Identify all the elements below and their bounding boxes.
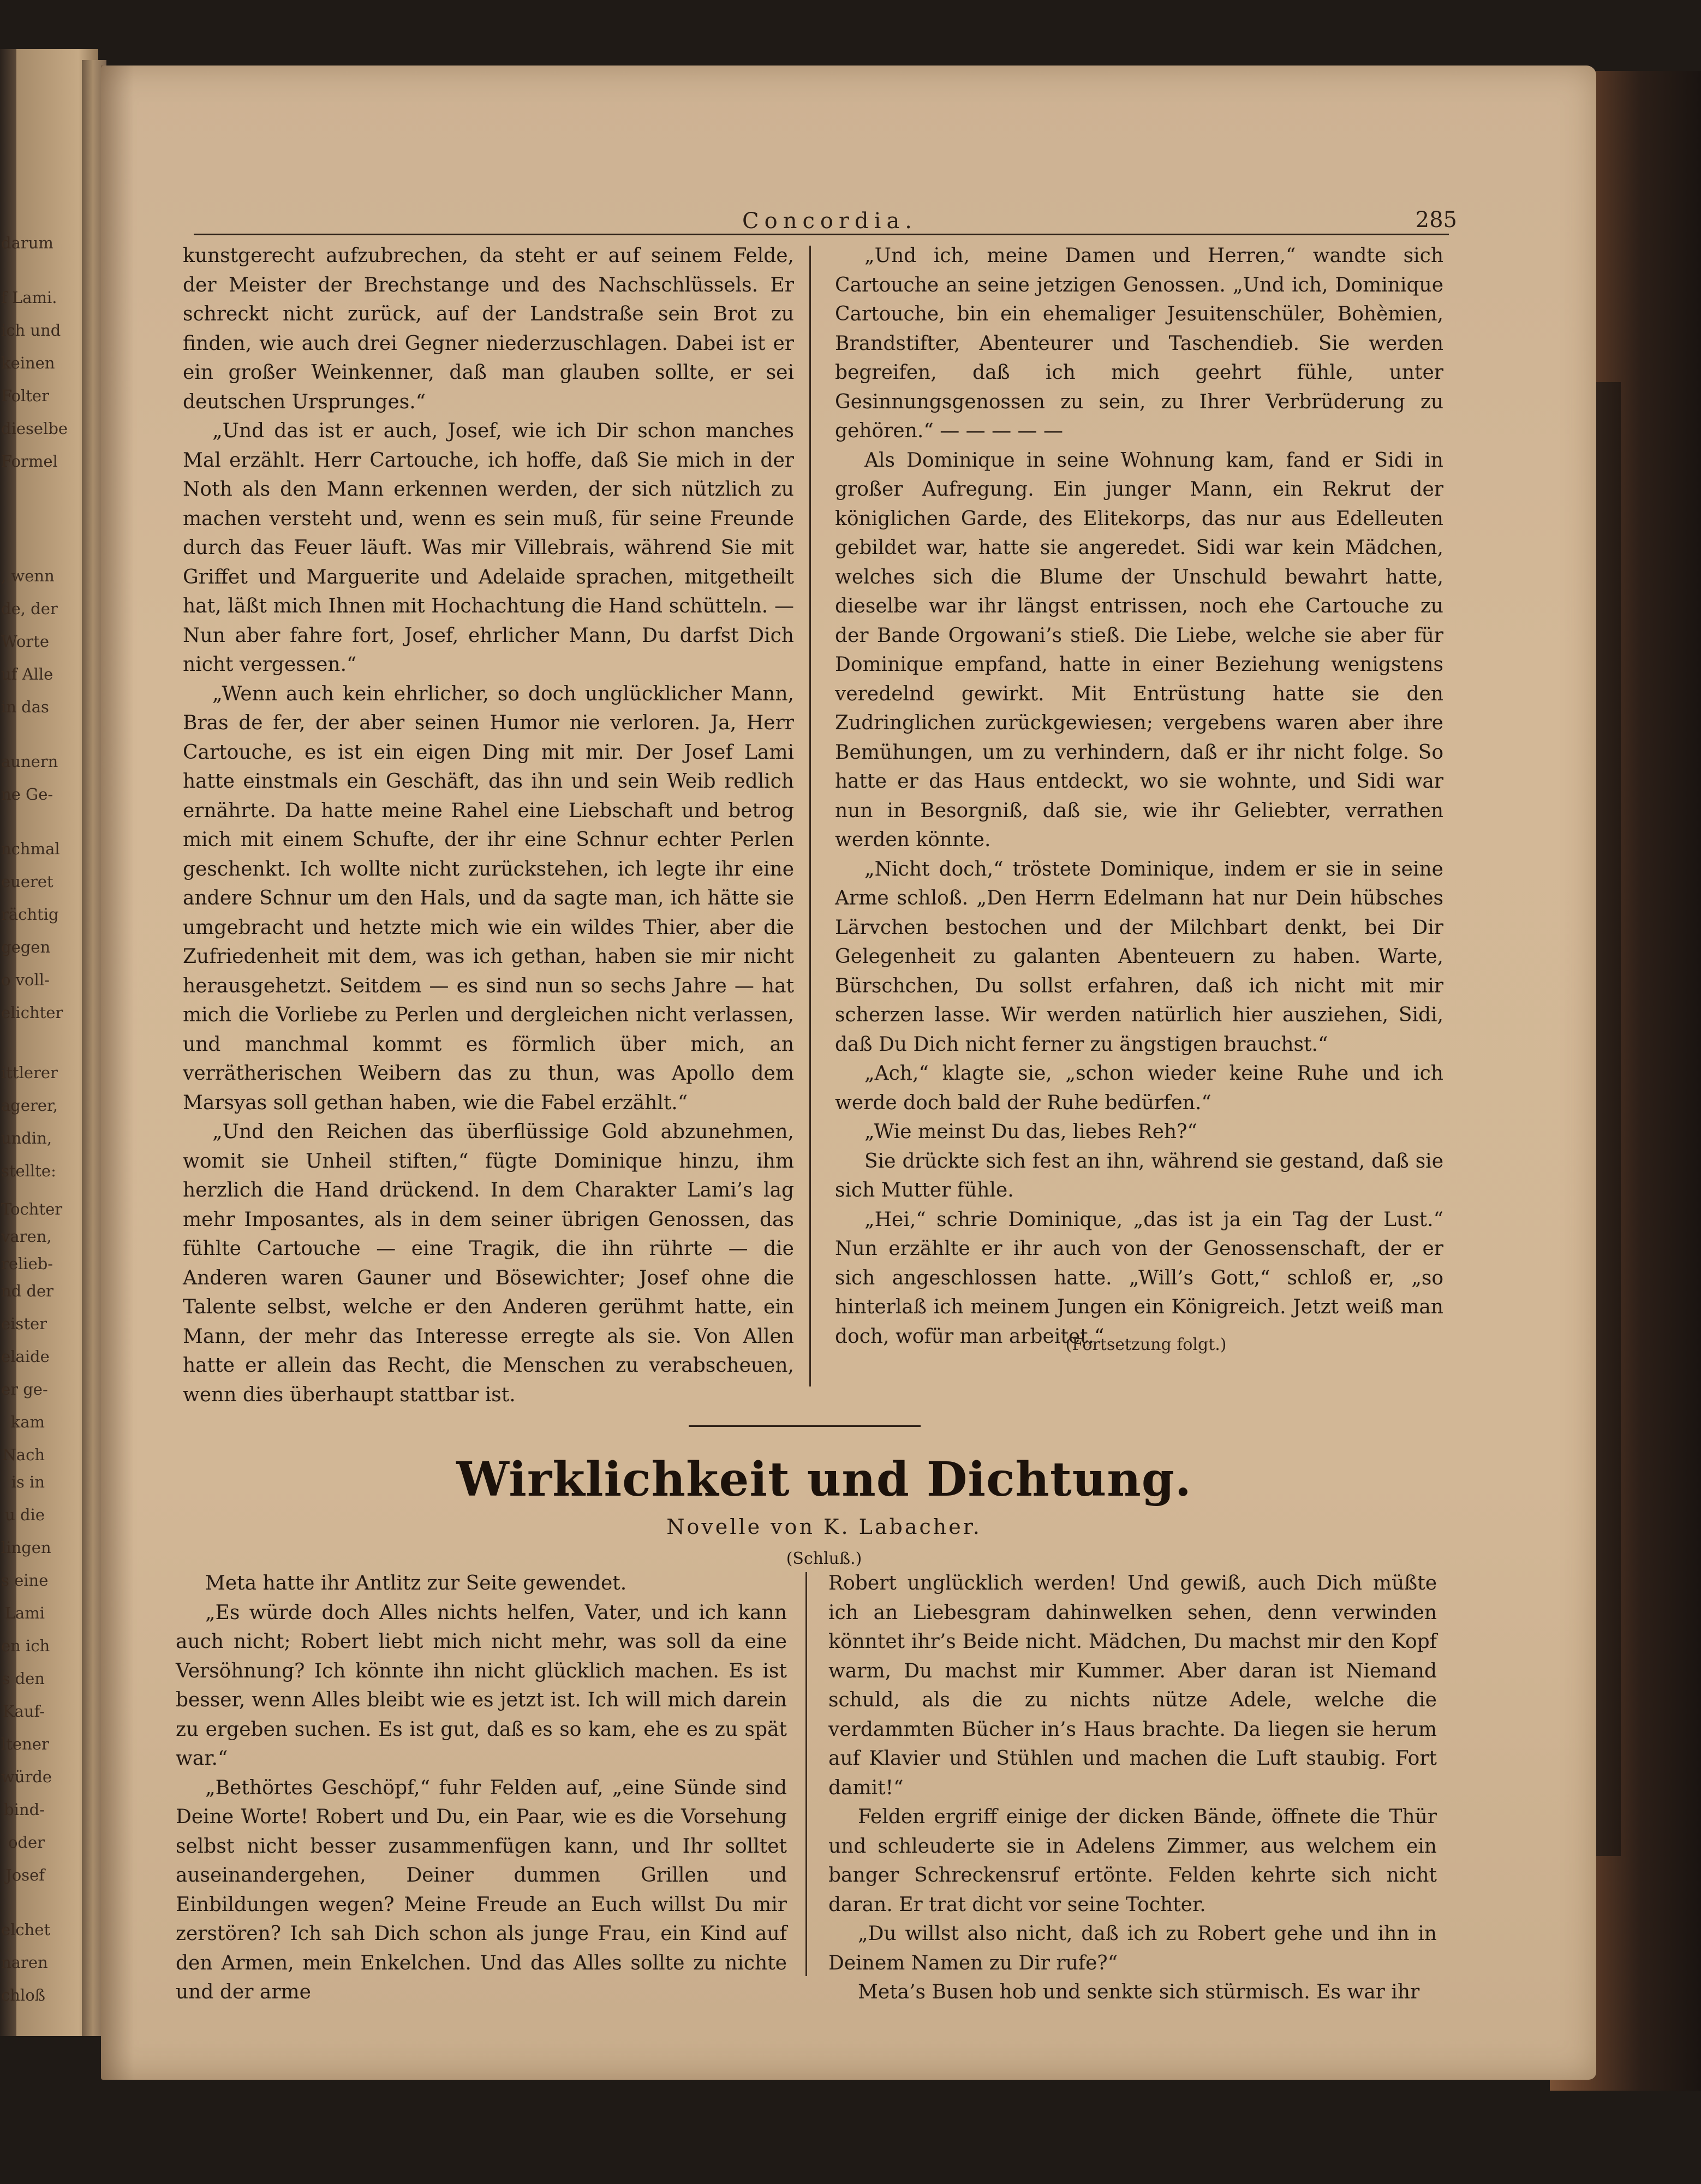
left-page-fragment: dieselbe [1, 419, 68, 438]
left-page-fragment: de, der [1, 599, 58, 618]
story-byline: Novelle von K. Labacher. [666, 1515, 982, 1539]
paragraph: Als Dominique in seine Wohnung kam, fand er Sidi in großer Aufregung. Ein junger Mann, ein Rekrut der königlichen Garde, des Elitekorps, das nur aus Edelleuten gebildet war, hatte sie angeredet. Sidi war kein Mädchen, welches sich die Blume der Unschuld bewahrt hatte, dieselbe war ihr längst entrissen, noch ehe Cartouche zu der Bande Orgowani’s stieß. Die Liebe, welche sie aber für Dominique empfand, hatte in einer Beziehung wenigstens veredelnd gewirkt. Mit Entrüstung hatte sie den Zudringlichen zurückgewiesen; vergebens waren aber ihre Bemühungen, um zu verhindern, daß er ihr nicht folge. So hatte er das Haus entdeckt, wo sie wohnte, und Sidi war nun in Besorgniß, daß sie, wie ihr Geliebter, verrathen werden könnte. [835, 449, 1443, 851]
left-page-fragment: eister [1, 1314, 47, 1333]
paragraph: „Bethörtes Geschöpf,“ fuhr Felden auf, „eine Sünde sind Deine Worte! Robert und Du, ein Paar, wie es die Vorsehung selbst nicht besser zusammenfügen kann, und Ihr solltet auseinandergehen, Deiner dummen Grillen und Einbildungen wegen? Meine Freude an Euch willst Du mir zerstören? Ich sah Dich schon als junge Frau, ein Kind auf den Armen, mein Enkelchen. Und das Alles sollte zu nichte und der arme [176, 1776, 787, 2003]
left-page-fragment: en ich [1, 1636, 50, 1655]
column-divider [809, 246, 811, 1386]
left-page-fragment: nchmal [1, 840, 60, 858]
left-page-fragment: würde [1, 1768, 52, 1786]
left-page-fragment: lingen [1, 1538, 51, 1557]
left-page-fragment: varen, [1, 1227, 52, 1246]
left-page-fragment: elichter [1, 1003, 63, 1022]
left-page-fragment: elchet [1, 1920, 51, 1939]
paragraph: „Es würde doch Alles nichts helfen, Vater, und ich kann auch nicht; Robert liebt mich nicht mehr, was soll da eine Versöhnung? Ich könnte ihn nicht glücklich machen. Es ist besser, wenn Alles bleibt wie es jetzt ist. Ich will mich darein zu ergeben suchen. Es ist gut, daß es so kam, ehe es zu spät war.“ [176, 1601, 787, 1770]
story-title: Wirklichkeit und Dichtung. [456, 1452, 1192, 1507]
left-page-fragment: naren [1, 1953, 48, 1972]
left-page-fragment: undin, [1, 1129, 52, 1147]
left-page-fragment: Folter [1, 386, 49, 405]
left-page-fragment: ich und [1, 321, 61, 340]
article2-column-right [828, 1569, 1437, 2007]
left-page-fragment: Nach [2, 1445, 45, 1464]
paragraph: Robert unglücklich werden! Und gewiß, auch Dich müßte ich an Liebesgram dahinwelken sehen, denn verwinden könntet ihr’s Beide nicht. Mädchen, Du machst mir den Kopf warm, Du machst mir Kummer. Aber daran ist Niemand schuld, als die zu nichts nütze Adele, welche die verdammten Bücher in’s Haus brachte. Da liegen sie herum auf Klavier und Stühlen und machen die Luft staubig. Fort damit!“ [828, 1572, 1437, 1799]
paragraph: „Und das ist er auch, Josef, wie ich Dir schon manches Mal erzählt. Herr Cartouche, ich hoffe, daß Sie mich in der Noth als den Mann erkennen werden, der sich nützlich zu machen versteht und, wenn es sein muß, für seine Freunde durch das Feuer läuft. Was mir Villebrais, während Sie mit Griffet und Marguerite und Adelaide sprachen, mitgetheilt hat, läßt mich Ihnen mit Hochachtung die Hand schütteln. — Nun aber fahre fort, Josef, ehrlicher Mann, Du darfst Dich nicht vergessen.“ [183, 420, 794, 676]
left-page-fragment: gegen [1, 938, 51, 956]
left-page-fragment: rächtig [1, 905, 59, 924]
left-page-fragment: s den [2, 1669, 45, 1688]
running-title: Concordia. [742, 209, 918, 234]
left-page-fragment: is in [11, 1473, 45, 1491]
left-page-fragment: oder [8, 1833, 45, 1852]
left-page-fragment: keinen [1, 354, 55, 372]
column-divider [805, 1572, 807, 1976]
left-page-fragment: er ge- [1, 1380, 48, 1399]
left-page-fragment: ltener [1, 1735, 49, 1753]
article1-column-right [835, 241, 1443, 1351]
left-page-fragment: elaide [1, 1347, 50, 1366]
left-page-fragment: Josef [5, 1866, 45, 1884]
article1-column-left [183, 241, 794, 1409]
left-page-fragment: bind- [4, 1800, 45, 1819]
left-page-fragment: aunern [1, 752, 58, 771]
left-page-fragment: Kauf- [2, 1702, 45, 1721]
paragraph: „Und den Reichen das überflüssige Gold abzunehmen, womit sie Unheil stiften,“ fügte Dominique hinzu, ihm herzlich die Hand drückend. In dem Charakter Lami’s lag mehr Imposantes, als in dem seiner übrigen Genossen, das fühlte Cartouche — eine Tragik, die ihn rührte — die Anderen waren Gauner und Bösewichter; Josef ohne die Talente selbst, welche er den Anderen gerühmt hatte, ein Mann, der mehr das Interesse erregte als sie. Von Allen hatte er allein das Recht, die Menschen zu verabscheuen, wenn dies überhaupt stattbar ist. [183, 1121, 794, 1406]
paragraph: „Ach,“ klagte sie, „schon wieder keine Ruhe und ich werde doch bald der Ruhe bedürfen.“ [835, 1062, 1443, 1114]
left-page-fragment: eueret [1, 872, 53, 891]
continuation-note: (Fortsetzung folgt.) [1065, 1335, 1227, 1354]
left-page-fragment: u die [5, 1505, 45, 1524]
left-page-fragment: Worte [1, 632, 49, 651]
paragraph: Felden ergriff einige der dicken Bände, öffnete die Thür und schleuderte sie in Adelens Zimmer, aus welchem ein banger Schreckensruf ertönte. Felden kehrte sich nicht daran. Er trat dicht vor seine Tochter. [828, 1806, 1437, 1916]
left-page-fragment: darum [1, 234, 53, 252]
left-page-fragment: ne Ge- [1, 785, 53, 804]
paragraph: „Du willst also nicht, daß ich zu Robert gehe und ihn in Deinem Namen zu Dir rufe?“ [828, 1923, 1437, 1974]
left-page-fragment: agerer, [1, 1096, 58, 1115]
left-page-fragment: Formel [1, 452, 58, 471]
left-page-fragment: s eine [1, 1571, 49, 1590]
article-separator [689, 1425, 921, 1427]
left-page-fragment: kam [10, 1413, 45, 1431]
paragraph: „Wenn auch kein ehrlicher, so doch unglücklicher Mann, Bras de fer, der aber seinen Humor nie verloren. Ja, Herr Cartouche, es ist ein eigen Ding mit mir. Der Josef Lami hatte einstmals ein Geschäft, das ihn und sein Weib redlich ernährte. Da hatte meine Rahel eine Liebschaft und betrog mich mit einem Schufte, der ihr eine Schnur echter Perlen geschenkt. Ich wollte nicht zurückstehen, ich legte ihr eine andere Schnur um den Hals, und da sagte man, ich hätte sie umgebracht und hetzte mich wie ein wildes Thier, aber die Zufriedenheit mit dem, was ich gethan, haben sie mir nicht herausgehetzt. Seitdem — es sind nun so sechs Jahre — hat mich die Vorliebe zu Perlen und dergleichen nicht verlassen, und manchmal kommt es förmlich über mich, an verrätherischen Weibern das zu thun, was Apollo dem Marsyas soll gethan haben, wie die Fabel erzählt.“ [183, 682, 794, 1114]
left-page-fragment: relieb- [1, 1254, 53, 1273]
paragraph: „Und ich, meine Damen und Herren,“ wandte sich Cartouche an seine jetzigen Genossen. „Und ich, Dominique Cartouche, bin ein ehemaliger Jesuitenschüler, Bohèmien, Brandstifter, Abenteurer und Taschendieb. Sie werden begreifen, daß ich mich geehrt fühle, unter Gesinnungsgenossen zu sein, zu Ihrer Verbrüderung zu gehören.“ — — — — — [835, 245, 1443, 442]
story-part-label: (Schluß.) [786, 1549, 862, 1568]
paragraph: kunstgerecht aufzubrechen, da steht er auf seinem Felde, der Meister der Brechstange und des Nachschlüssels. Er schreckt nicht zurück, auf der Landstraße sein Brot zu finden, wie auch drei Gegner niederzuschlagen. Dabei ist er ein großer Weinkenner, daß man glauben sollte, er sei deutschen Ursprunges.“ [183, 245, 794, 413]
left-page-fragment: Lami [4, 1604, 45, 1622]
left-page-fragment: , wenn [1, 567, 55, 585]
left-page-fragment: o voll- [1, 971, 50, 989]
left-page-fragment: Tochter [1, 1200, 63, 1218]
paragraph: Sie drückte sich fest an ihn, während sie gestand, daß sie sich Mutter fühle. [835, 1150, 1443, 1201]
paragraph: Meta hatte ihr Antlitz zur Seite gewendet. [205, 1572, 627, 1594]
left-page-fragment: ittlerer [1, 1063, 58, 1082]
paragraph: „Wie meinst Du das, liebes Reh?“ [864, 1121, 1197, 1143]
paragraph: „Hei,“ schrie Dominique, „das ist ja ein Tag der Lust.“ Nun erzählte er ihr auch von der Genossenschaft, der er sich angeschlossen hatte. „Will’s Gott,“ schloß er, „so hinterlaß ich meinem Jungen ein Königreich. Jetzt weiß man doch, wofür man arbeitet.“ [835, 1208, 1443, 1348]
header-rule [194, 234, 1449, 235]
left-page-fragment: nd der [1, 1282, 54, 1300]
left-page-fragment: uf Alle [1, 665, 53, 683]
left-page-fragment: in das [1, 698, 49, 716]
paragraph: Meta’s Busen hob und senkte sich stürmisch. Es war ihr [858, 1981, 1420, 2003]
left-page-fragment: stellte: [1, 1162, 56, 1180]
paragraph: „Nicht doch,“ tröstete Dominique, indem er sie in seine Arme schloß. „Den Herrn Edelmann hat nur Dein hübsches Lärvchen bestochen und der Milchbart denkt, bei Dir Gelegenheit zu galanten Abenteuern zu haben. Warte, Bürschchen, Du sollst erfahren, daß ich nicht mit mir scherzen lasse. Wir werden natürlich hier ausziehen, Sidi, daß Du Dich nicht ferner zu ängstigen brauchst.“ [835, 858, 1443, 1056]
article2-column-left [176, 1569, 787, 2007]
left-page-fragment: f Lami. [1, 288, 57, 307]
page-number: 285 [1415, 207, 1457, 233]
page-fold-shadow [101, 66, 134, 2080]
left-page-fragment: chloß [1, 1986, 46, 2004]
